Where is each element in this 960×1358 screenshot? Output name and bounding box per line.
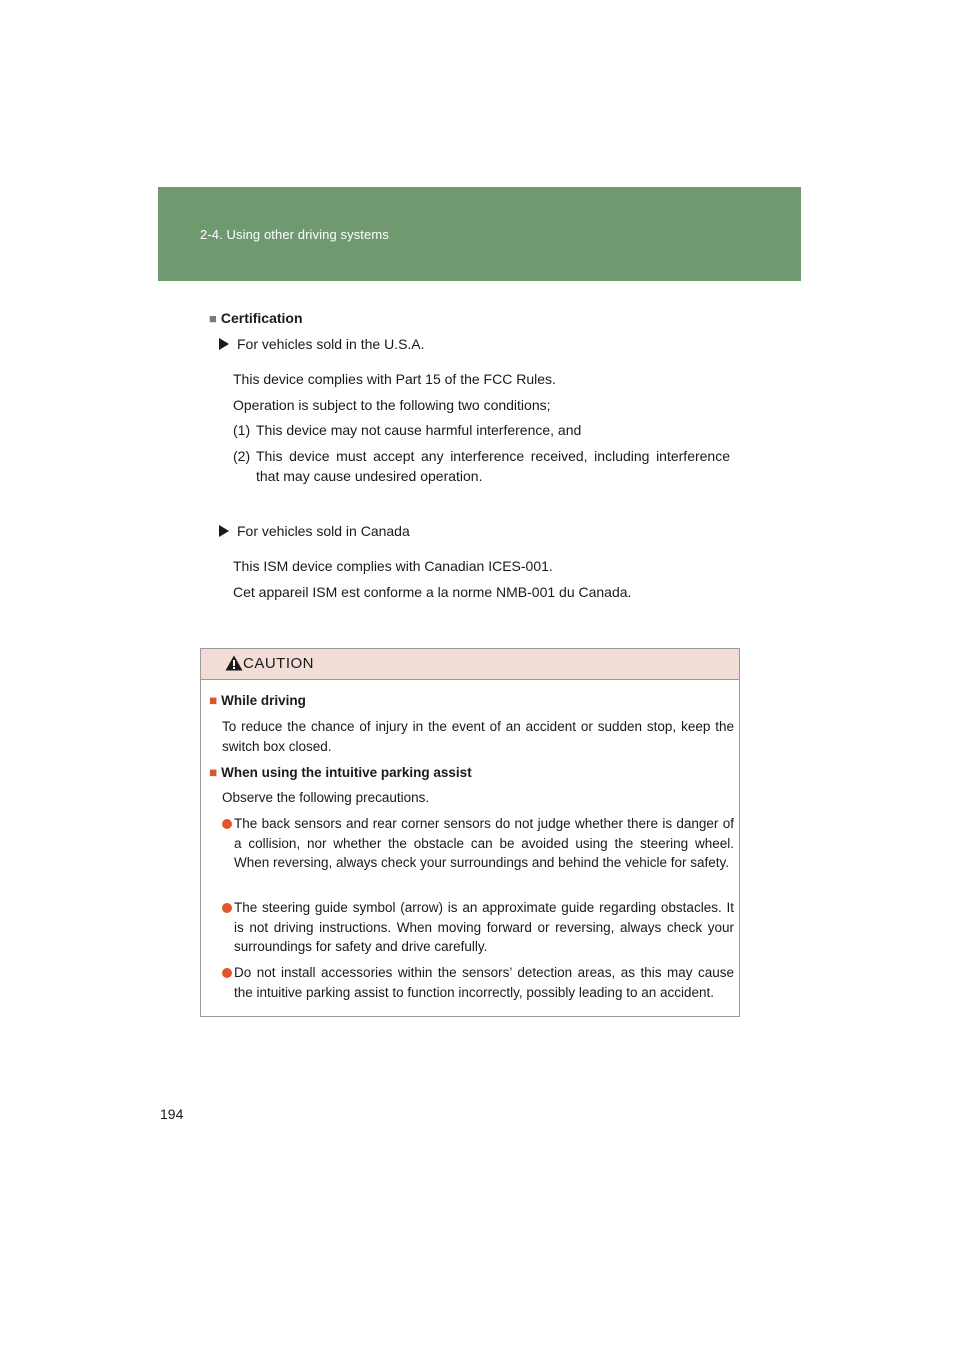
canada-line2: Cet appareil ISM est conforme a la norme NMB-001 du Canada. [233, 584, 632, 600]
caution-title: CAUTION [243, 655, 314, 672]
square-bullet-icon: ■ [209, 311, 217, 326]
warning-triangle-icon [225, 655, 243, 671]
caution-box [200, 648, 740, 1017]
caution-header [201, 649, 739, 680]
canada-label [219, 523, 410, 539]
dot-bullet-icon [222, 819, 232, 829]
section-title: 2-4. Using other driving systems [200, 227, 389, 242]
square-bullet-icon: ■ [209, 693, 218, 708]
caution-s2-heading [209, 763, 472, 783]
caution-s1-text: To reduce the chance of injury in the event of an accident or sudden stop, keep the switch box closed. [222, 719, 734, 754]
usa-cond2b: that may cause undesired operation. [256, 468, 483, 484]
certification-heading-text: Certification [220, 310, 303, 326]
usa-cond2-num: (2) [233, 448, 251, 464]
caution-bullet-2: The steering guide symbol (arrow) is an approximate guide regarding obstacles. It is not driving instructions. When moving forward or reversing, always check your surroundings for safety and drive carefully. [234, 900, 734, 954]
usa-cond2a: This device must accept any interference received, including interference [256, 448, 730, 464]
caution-bullet-1: The back sensors and rear corner sensors do not judge whether there is danger of a collision, nor whether the obstacle can be avoided using the steering wheel. When reversing, always check your surroundings and behind the vehicle for safety. [234, 816, 734, 870]
triangle-bullet-icon [219, 338, 229, 350]
dot-bullet-icon [222, 903, 232, 913]
dot-bullet-icon [222, 968, 232, 978]
usa-cond1-num: (1) [233, 422, 251, 438]
caution-s1-heading-text: While driving [221, 693, 306, 708]
certification-heading [209, 310, 303, 326]
canada-label-text: For vehicles sold in Canada [237, 523, 410, 539]
caution-bullet-3: Do not install accessories within the sensors’ detection areas, as this may cause the intuitive parking assist to function incorrectly, possibly leading to an accident. [234, 965, 734, 1000]
usa-cond1: This device may not cause harmful interference, and [256, 422, 582, 438]
triangle-bullet-icon [219, 525, 229, 537]
usa-line1: This device complies with Part 15 of the FCC Rules. [233, 371, 556, 387]
caution-s2-intro: Observe the following precautions. [222, 790, 430, 805]
square-bullet-icon: ■ [209, 765, 218, 780]
page-number: 194 [160, 1106, 184, 1122]
usa-line2: Operation is subject to the following two conditions; [233, 397, 551, 413]
caution-s2-heading-text: When using the intuitive parking assist [221, 765, 472, 780]
section-header [158, 187, 801, 281]
usa-label [219, 336, 425, 352]
canada-line1: This ISM device complies with Canadian ICES-001. [233, 558, 553, 574]
usa-label-text: For vehicles sold in the U.S.A. [237, 336, 425, 352]
caution-s1-heading [209, 691, 306, 711]
